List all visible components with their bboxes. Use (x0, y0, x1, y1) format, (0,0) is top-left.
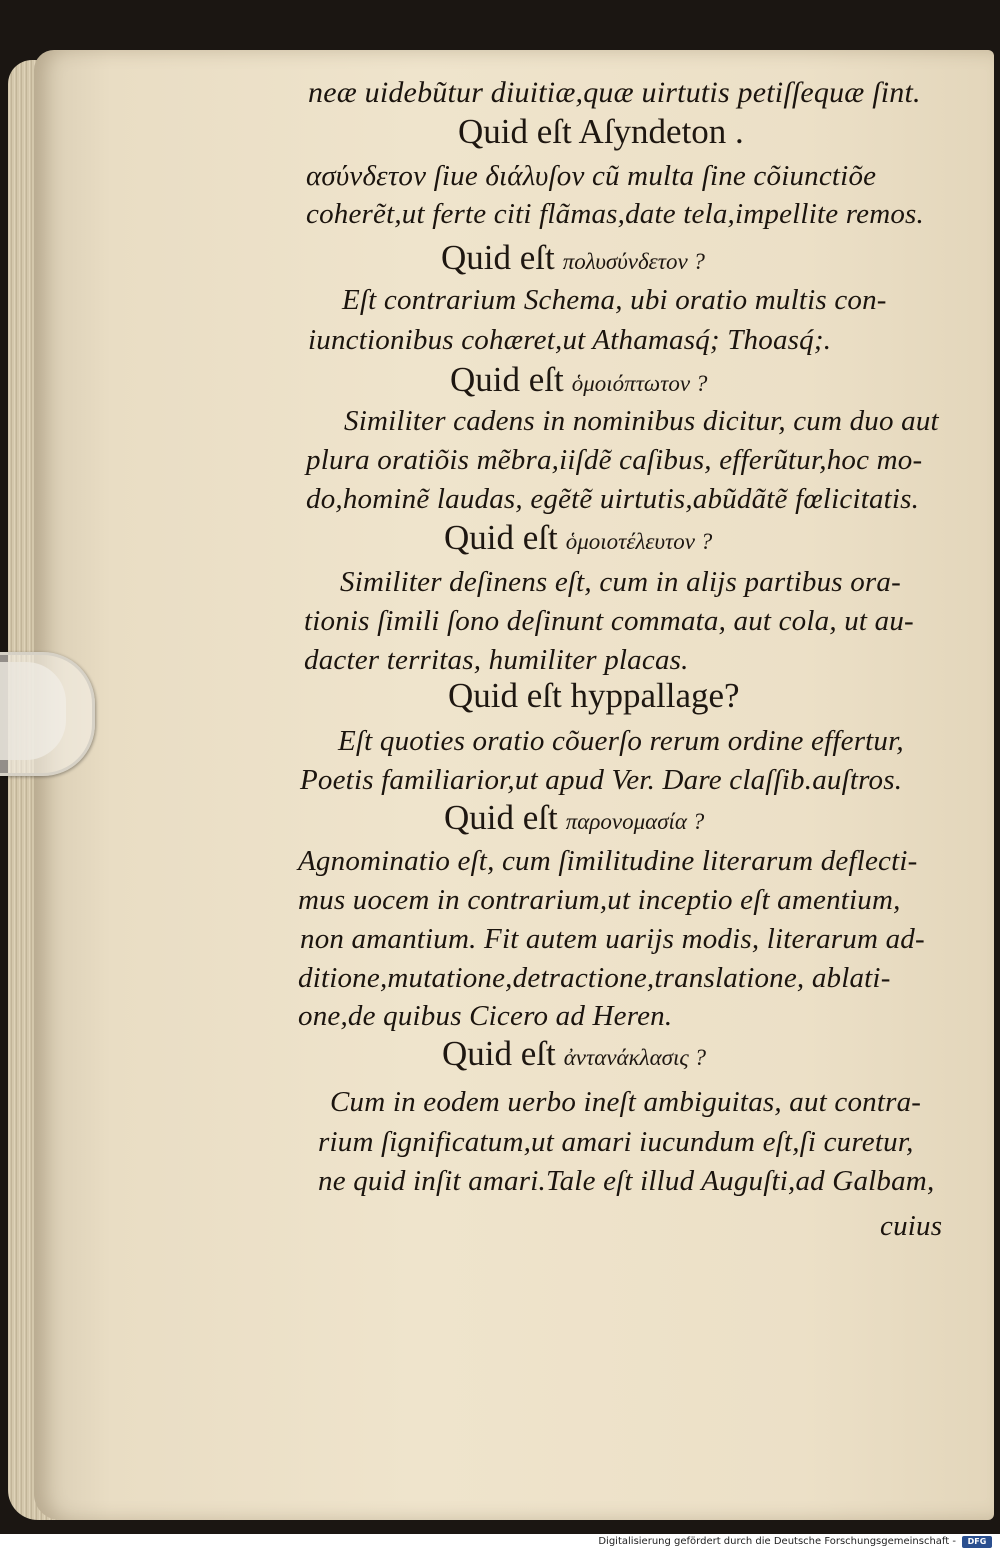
digitization-footer (0, 1534, 1000, 1550)
heading-antanaclasis (442, 1034, 706, 1074)
heading-greek-term: ὁμοιοτέλευτον ? (565, 529, 713, 554)
text-line: Eſt quoties oratio cõuerſo rerum ordine effertur, (338, 725, 904, 757)
dfg-logo-icon: DFG (962, 1536, 992, 1548)
text-line: coherẽt,ut ferte citi flãmas,date tela,impellite remos. (306, 198, 924, 230)
heading-asyndeton (458, 112, 744, 152)
text-line: do,hominẽ laudas, egẽtẽ uirtutis,abũdãtẽ fœlicitatis. (306, 483, 920, 515)
text-line: rium ſignificatum,ut amari iucundum eſt,ſi curetur, (318, 1126, 914, 1158)
heading-polysyndeton (441, 238, 705, 278)
text-line: Eſt contrarium Schema, ubi oratio multis con- (342, 284, 887, 316)
heading-homoioptoton (450, 360, 707, 400)
text-line: Similiter cadens in nominibus dicitur, cum duo aut (344, 405, 939, 437)
text-line: non amantium. Fit autem uarijs modis, literarum ad- (300, 923, 925, 955)
heading-label: Quid eſt Aſyndeton . (458, 112, 744, 151)
text-line: Cum in eodem uerbo ineſt ambiguitas, aut contra- (330, 1086, 922, 1118)
funding-credit: Digitalisierung gefördert durch die Deutsche Forschungsgemeinschaft - (598, 1536, 956, 1547)
text-line: dacter territas, humiliter placas. (304, 644, 689, 676)
heading-paronomasia (444, 798, 704, 838)
heading-greek-term: ἀντανάκλασις ? (563, 1045, 706, 1070)
text-line: one,de quibus Cicero ad Heren. (298, 1000, 673, 1032)
text-line: Similiter deſinens eſt, cum in alijs partibus ora- (340, 566, 901, 598)
text-line: ditione,mutatione,detractione,translatione, ablati- (298, 962, 891, 994)
text-line: mus uocem in contrarium,ut inceptio eſt amentium, (298, 884, 901, 916)
text-line: plura oratiõis mẽbra,iiſdẽ caſibus, efferũtur,hoc mo- (306, 444, 923, 476)
text-line: nеæ uidebũtur diuitiæ,quæ uirtutis petiſſequæ ſint. (308, 76, 921, 109)
heading-greek-term: παρονομασία ? (565, 809, 705, 834)
text-line: Agnominatio eſt, cum ſimilitudine literarum deflecti- (298, 845, 918, 877)
text-line: ασύνδετον ſiue διάλυſον cũ multa ſine cõiunctiõe (306, 160, 877, 192)
text-line: iunctionibus cohæret,ut Athamasq́; Thoasq́;. (308, 324, 832, 356)
heading-label: Quid eſt (442, 1034, 556, 1073)
text-line: ne quid inſit amari.Tale eſt illud Auguſti,ad Galbam, (318, 1165, 935, 1197)
heading-greek-term: ὁμοιόπτωτον ? (571, 371, 708, 396)
heading-label: Quid eſt hyppallage? (448, 676, 740, 715)
catchword: cuius (880, 1210, 943, 1242)
heading-label: Quid eſt (441, 238, 555, 277)
heading-label: Quid eſt (444, 798, 558, 837)
heading-hyppallage (448, 676, 740, 716)
heading-label: Quid eſt (444, 518, 558, 557)
text-line: tionis ſimili ſono deſinunt commata, aut cola, ut au- (304, 605, 914, 637)
heading-homoioteleuton (444, 518, 712, 558)
heading-label: Quid eſt (450, 360, 564, 399)
text-line: Poetis familiarior,ut apud Ver. Dare claſſib.auſtros. (300, 764, 903, 796)
heading-greek-term: πολυσύνδετον ? (562, 249, 705, 274)
bookmark-clip (0, 652, 95, 776)
